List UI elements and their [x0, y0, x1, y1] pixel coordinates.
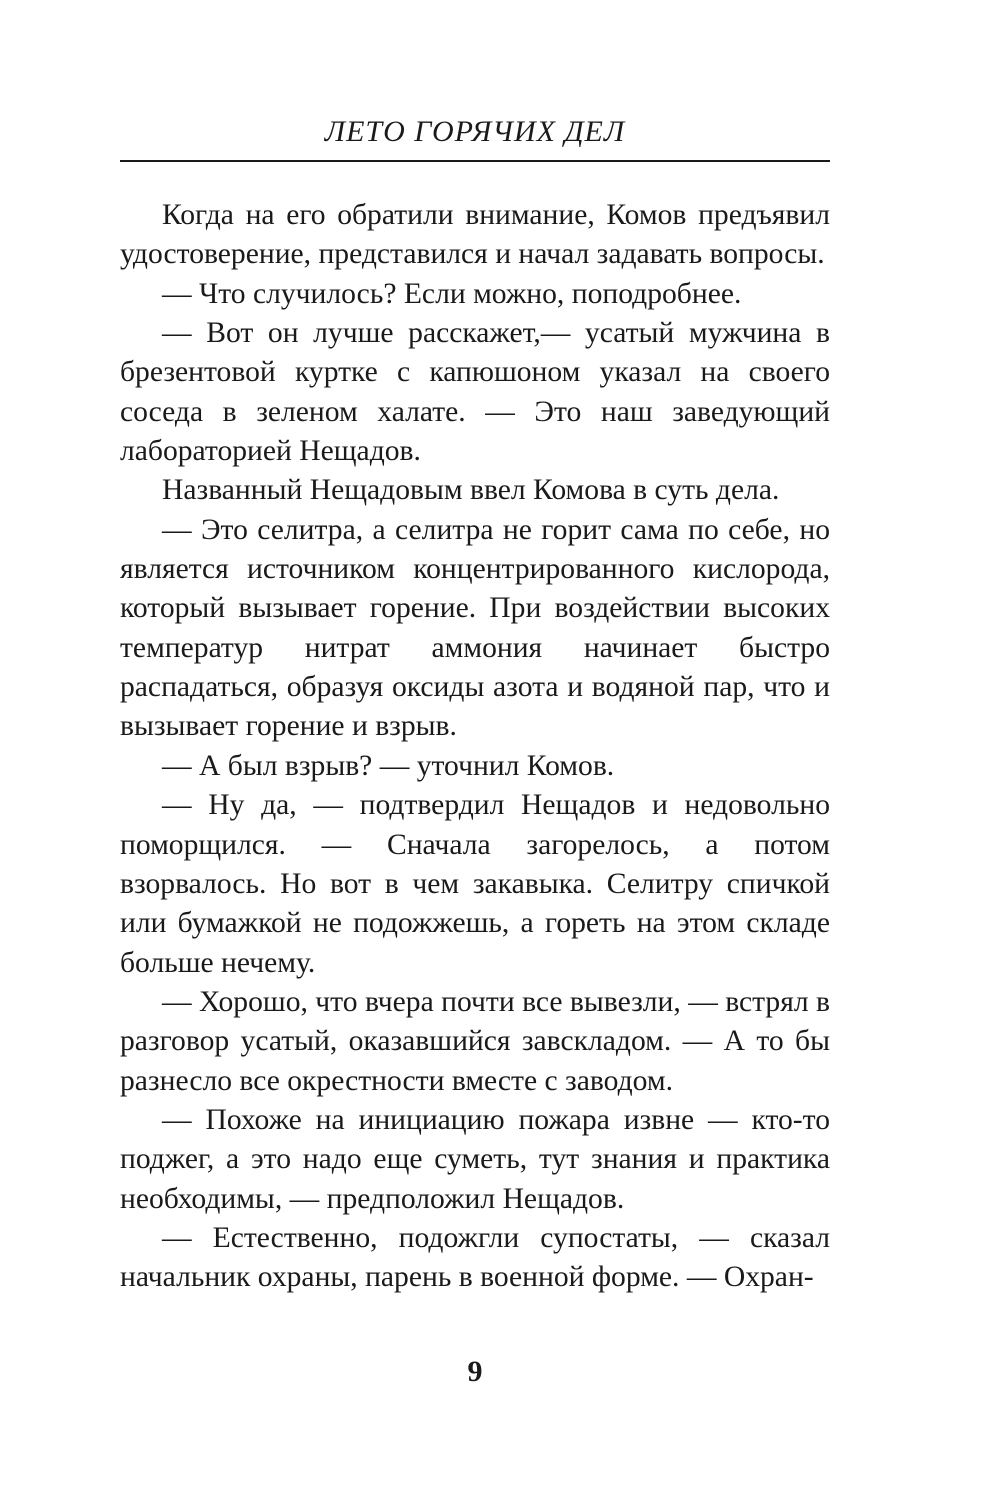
- paragraph: — А был взрыв? — уточнил Комов.: [162, 749, 615, 782]
- header-rule: [120, 160, 830, 162]
- paragraph: — Что случилось? Если можно, поподробнее.: [162, 277, 742, 310]
- paragraph: — Похоже на инициацию пожара извне — кто-то поджег, а это надо еще суметь, тут знания и практика необходимы, — предположил Нещадов.: [120, 1103, 830, 1215]
- paragraph: — Естественно, подожгли супостаты, — сказал начальник охраны, парень в военной форме. — Охран-: [120, 1221, 830, 1294]
- page-number: 9: [467, 1355, 483, 1388]
- paragraph: — Хорошо, что вчера почти все вывезли, — встрял в разговор усатый, оказавшийся завскладом. — А то бы разнесло все окрестности вместе с заводом.: [120, 985, 830, 1097]
- paragraph: — Ну да, — подтвердил Нещадов и недовольно поморщился. — Сначала загорелось, а потом взорвалось. Но вот в чем закавыка. Селитру спичкой или бумажкой не подожжешь, а гореть на этом складе больше нечему.: [120, 789, 830, 979]
- body-text: [120, 196, 830, 1298]
- paragraph: — Вот он лучше расскажет,— усатый мужчина в брезентовой куртке с капюшоном указал на своего соседа в зеленом халате. — Это наш заведующий лабораторией Нещадов.: [120, 317, 830, 468]
- paragraph: Названный Нещадовым ввел Комова в суть дела.: [162, 474, 780, 507]
- running-head: ЛЕТО ГОРЯЧИХ ДЕЛ: [324, 115, 626, 148]
- paragraph: — Это селитра, а селитра не горит сама по себе, но является источником концентрированного кислорода, который вызывает горение. При воздействии высоких температур нитрат аммония начинает быстро распадаться, образуя оксиды азота и водяной пар, что и вызывает горение и взрыв.: [120, 513, 830, 743]
- paragraph: Когда на его обратили внимание, Комов предъявил удостоверение, представился и начал задавать вопросы.: [120, 199, 830, 271]
